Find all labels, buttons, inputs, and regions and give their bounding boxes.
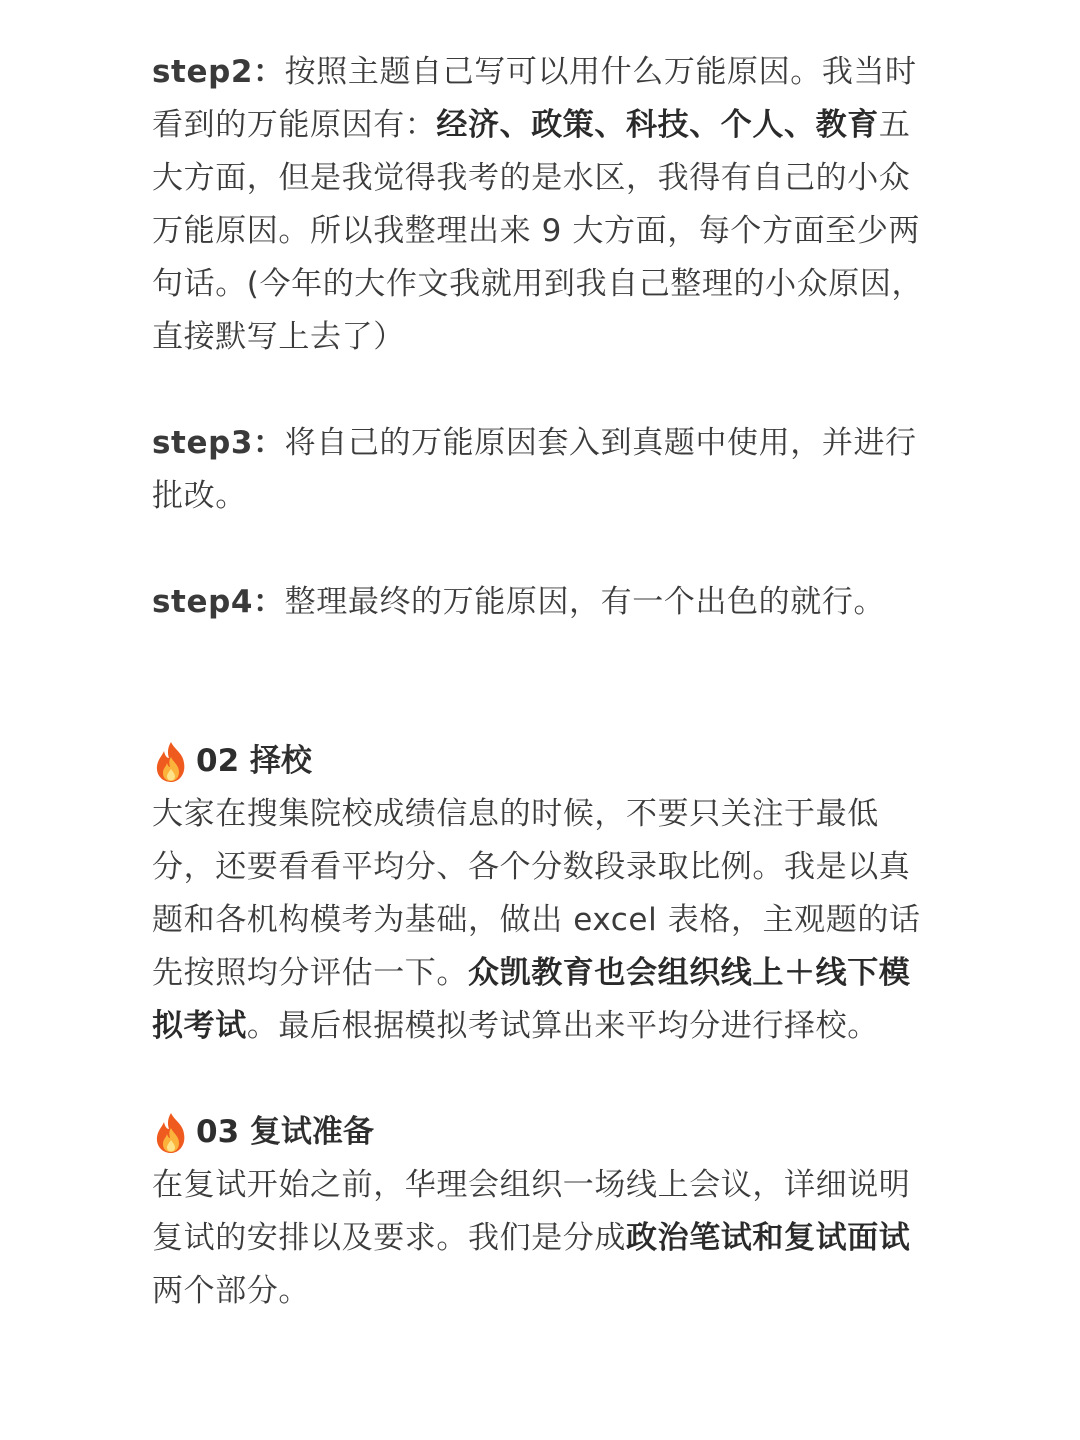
section-02-text-a: 大家在搜集院校成绩信息的时候，不要只关注于最低分，还要看看平均分、各个分数段录取比例。我是以真题和各机构模考为基础，做出 excel 表格，主观题的话先按照均分评估一下。 bbox=[152, 796, 921, 991]
section-03-text-a: 在复试开始之前，华理会组织一场线上会议，详细说明复试的安排以及要求。我们是分成 bbox=[152, 1167, 911, 1256]
spacer bbox=[152, 1053, 928, 1106]
fire-icon bbox=[152, 741, 190, 783]
section-02-bold-exam: 众凯教育也会组织线上＋线下模拟考试 bbox=[152, 955, 911, 1044]
section-03-bold-parts: 政治笔试和复试面试 bbox=[626, 1220, 911, 1256]
section-03-heading bbox=[152, 1106, 928, 1159]
step2-bold-factors: 经济、政策、科技、个人、教育 bbox=[436, 107, 879, 143]
fire-icon bbox=[152, 1112, 190, 1154]
step3-paragraph bbox=[152, 417, 928, 523]
step3-label: step3： bbox=[152, 425, 285, 461]
step2-label: step2： bbox=[152, 54, 285, 90]
section-03-text-b: 两个部分。 bbox=[152, 1273, 310, 1309]
step4-label: step4： bbox=[152, 584, 285, 620]
spacer bbox=[152, 523, 928, 576]
section-02-heading bbox=[152, 735, 928, 788]
step4-paragraph bbox=[152, 576, 928, 629]
section-02-paragraph bbox=[152, 788, 928, 1053]
section-03-paragraph bbox=[152, 1159, 928, 1318]
spacer bbox=[152, 364, 928, 417]
step2-paragraph bbox=[152, 46, 928, 364]
step3-text: 将自己的万能原因套入到真题中使用，并进行批改。 bbox=[152, 425, 917, 514]
section-03-title: 03 复试准备 bbox=[196, 1114, 374, 1150]
spacer bbox=[152, 629, 928, 735]
section-02-title: 02 择校 bbox=[196, 743, 312, 779]
section-02-text-b: 。最后根据模拟考试算出来平均分进行择校。 bbox=[246, 1008, 879, 1044]
step2-text-b: 五大方面，但是我觉得我考的是水区，我得有自己的小众万能原因。所以我整理出来 9 大方面，每个方面至少两句话。(今年的大作文我就用到我自己整理的小众原因，直接默写上去了） bbox=[152, 107, 924, 355]
step4-text: 整理最终的万能原因，有一个出色的就行。 bbox=[284, 584, 886, 620]
step2-text-a: 按照主题自己写可以用什么万能原因。我当时看到的万能原因有： bbox=[152, 54, 917, 143]
